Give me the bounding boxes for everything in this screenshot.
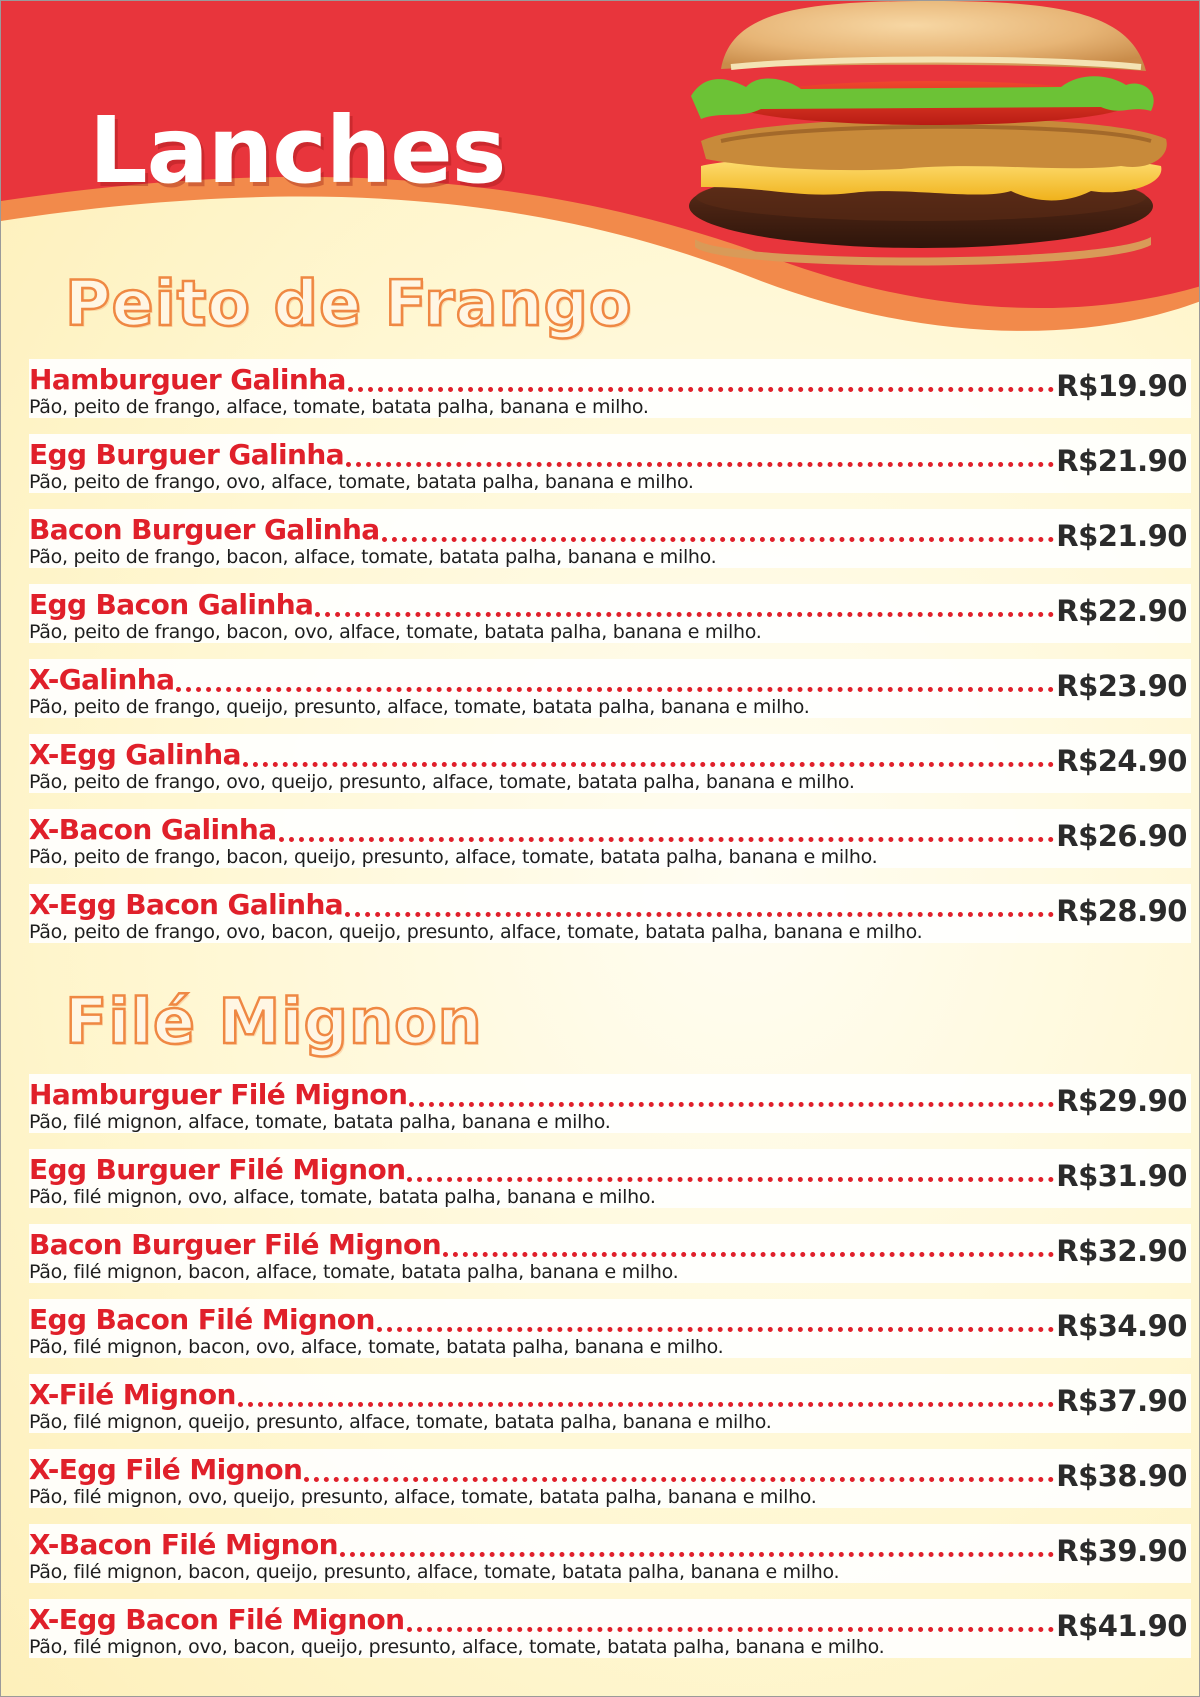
dotted-leader <box>176 687 1054 692</box>
item-price: R$24.90 <box>1056 744 1187 778</box>
item-description: Pão, filé mignon, bacon, alface, tomate, batata palha, banana e milho. <box>29 1261 679 1283</box>
menu-item <box>1 1591 1200 1666</box>
item-price: R$23.90 <box>1056 669 1187 703</box>
menu-list-file-mignon <box>1 1066 1200 1666</box>
item-name: X-Bacon Galinha <box>29 813 277 846</box>
menu-item <box>1 726 1200 801</box>
menu-list-peito-de-frango <box>1 351 1200 951</box>
item-name-line <box>29 360 1054 398</box>
item-name-line <box>29 885 1054 923</box>
menu-item <box>1 876 1200 951</box>
item-description: Pão, peito de frango, bacon, queijo, presunto, alface, tomate, batata palha, banana e milho. <box>29 846 878 868</box>
item-name: Egg Burguer Galinha <box>29 438 345 471</box>
page-title: Lanches <box>89 97 506 204</box>
item-name-line <box>29 1075 1054 1113</box>
item-name-line <box>29 435 1054 473</box>
item-price: R$19.90 <box>1056 369 1187 403</box>
menu-item <box>1 426 1200 501</box>
menu-item <box>1 1366 1200 1441</box>
item-description: Pão, filé mignon, ovo, bacon, queijo, presunto, alface, tomate, batata palha, banana e milho. <box>29 1636 885 1658</box>
item-price: R$34.90 <box>1056 1309 1187 1343</box>
item-name: Bacon Burguer Galinha <box>29 513 380 546</box>
item-name-line <box>29 585 1054 623</box>
item-name: Hamburguer Filé Mignon <box>29 1078 408 1111</box>
dotted-leader <box>348 387 1054 392</box>
item-name: X-Bacon Filé Mignon <box>29 1528 338 1561</box>
item-description: Pão, filé mignon, queijo, presunto, alface, tomate, batata palha, banana e milho. <box>29 1411 772 1433</box>
item-name: Egg Burguer Filé Mignon <box>29 1153 406 1186</box>
item-description: Pão, peito de frango, ovo, queijo, presunto, alface, tomate, batata palha, banana e milho. <box>29 771 855 793</box>
item-name-line <box>29 1375 1054 1413</box>
dotted-leader <box>279 837 1054 842</box>
dotted-leader <box>346 462 1054 467</box>
section-title-file-mignon: Filé Mignon <box>65 985 483 1058</box>
item-name-line <box>29 510 1054 548</box>
dotted-leader <box>377 1327 1054 1332</box>
item-description: Pão, filé mignon, bacon, ovo, alface, tomate, batata palha, banana e milho. <box>29 1336 724 1358</box>
menu-item <box>1 801 1200 876</box>
menu-item <box>1 1141 1200 1216</box>
dotted-leader <box>340 1552 1054 1557</box>
item-description: Pão, filé mignon, ovo, alface, tomate, batata palha, banana e milho. <box>29 1186 656 1208</box>
item-price: R$21.90 <box>1056 444 1187 478</box>
item-name: Egg Bacon Filé Mignon <box>29 1303 375 1336</box>
item-price: R$28.90 <box>1056 894 1187 928</box>
dotted-leader <box>407 1627 1054 1632</box>
menu-item <box>1 1066 1200 1141</box>
item-description: Pão, filé mignon, ovo, queijo, presunto, alface, tomate, batata palha, banana e milho. <box>29 1486 817 1508</box>
dotted-leader <box>345 912 1054 917</box>
menu-item <box>1 576 1200 651</box>
burger-icon <box>689 1 1167 266</box>
item-name-line <box>29 810 1054 848</box>
item-name-line <box>29 1450 1054 1488</box>
item-price: R$29.90 <box>1056 1084 1187 1118</box>
item-price: R$31.90 <box>1056 1159 1187 1193</box>
dotted-leader <box>315 612 1054 617</box>
item-description: Pão, peito de frango, ovo, alface, tomate, batata palha, banana e milho. <box>29 471 694 493</box>
item-description: Pão, peito de frango, bacon, ovo, alface, tomate, batata palha, banana e milho. <box>29 621 762 643</box>
item-price: R$21.90 <box>1056 519 1187 553</box>
item-price: R$26.90 <box>1056 819 1187 853</box>
item-name: X-Egg Filé Mignon <box>29 1453 303 1486</box>
item-description: Pão, peito de frango, alface, tomate, batata palha, banana e milho. <box>29 396 649 418</box>
item-name-line <box>29 735 1054 773</box>
menu-item <box>1 351 1200 426</box>
item-name: Hamburguer Galinha <box>29 363 346 396</box>
item-description: Pão, peito de frango, ovo, bacon, queijo, presunto, alface, tomate, batata palha, banana e milho. <box>29 921 923 943</box>
item-description: Pão, peito de frango, queijo, presunto, alface, tomate, batata palha, banana e milho. <box>29 696 810 718</box>
item-name: X-Egg Bacon Galinha <box>29 888 344 921</box>
item-price: R$22.90 <box>1056 594 1187 628</box>
menu-item <box>1 651 1200 726</box>
item-price: R$41.90 <box>1056 1609 1187 1643</box>
dotted-leader <box>443 1252 1054 1257</box>
menu-item <box>1 1291 1200 1366</box>
item-price: R$37.90 <box>1056 1384 1187 1418</box>
section-title-peito-de-frango: Peito de Frango <box>65 267 633 340</box>
item-price: R$38.90 <box>1056 1459 1187 1493</box>
item-name: X-Galinha <box>29 663 175 696</box>
item-name: X-Filé Mignon <box>29 1378 236 1411</box>
item-name: X-Egg Galinha <box>29 738 241 771</box>
menu-item <box>1 1216 1200 1291</box>
item-name: Bacon Burguer Filé Mignon <box>29 1228 442 1261</box>
item-description: Pão, filé mignon, alface, tomate, batata palha, banana e milho. <box>29 1111 611 1133</box>
dotted-leader <box>382 537 1054 542</box>
dotted-leader <box>243 762 1054 767</box>
item-description: Pão, peito de frango, bacon, alface, tomate, batata palha, banana e milho. <box>29 546 717 568</box>
menu-item <box>1 501 1200 576</box>
item-name: Egg Bacon Galinha <box>29 588 314 621</box>
item-price: R$39.90 <box>1056 1534 1187 1568</box>
item-description: Pão, filé mignon, bacon, queijo, presunto, alface, tomate, batata palha, banana e milho. <box>29 1561 840 1583</box>
dotted-leader <box>304 1477 1054 1482</box>
item-name-line <box>29 1225 1054 1263</box>
dotted-leader <box>407 1177 1054 1182</box>
dotted-leader <box>409 1102 1054 1107</box>
item-name-line <box>29 1150 1054 1188</box>
dotted-leader <box>238 1402 1054 1407</box>
menu-item <box>1 1516 1200 1591</box>
item-name-line <box>29 1300 1054 1338</box>
item-name-line <box>29 1525 1054 1563</box>
menu-item <box>1 1441 1200 1516</box>
item-price: R$32.90 <box>1056 1234 1187 1268</box>
item-name-line <box>29 1600 1054 1638</box>
item-name: X-Egg Bacon Filé Mignon <box>29 1603 405 1636</box>
item-name-line <box>29 660 1054 698</box>
